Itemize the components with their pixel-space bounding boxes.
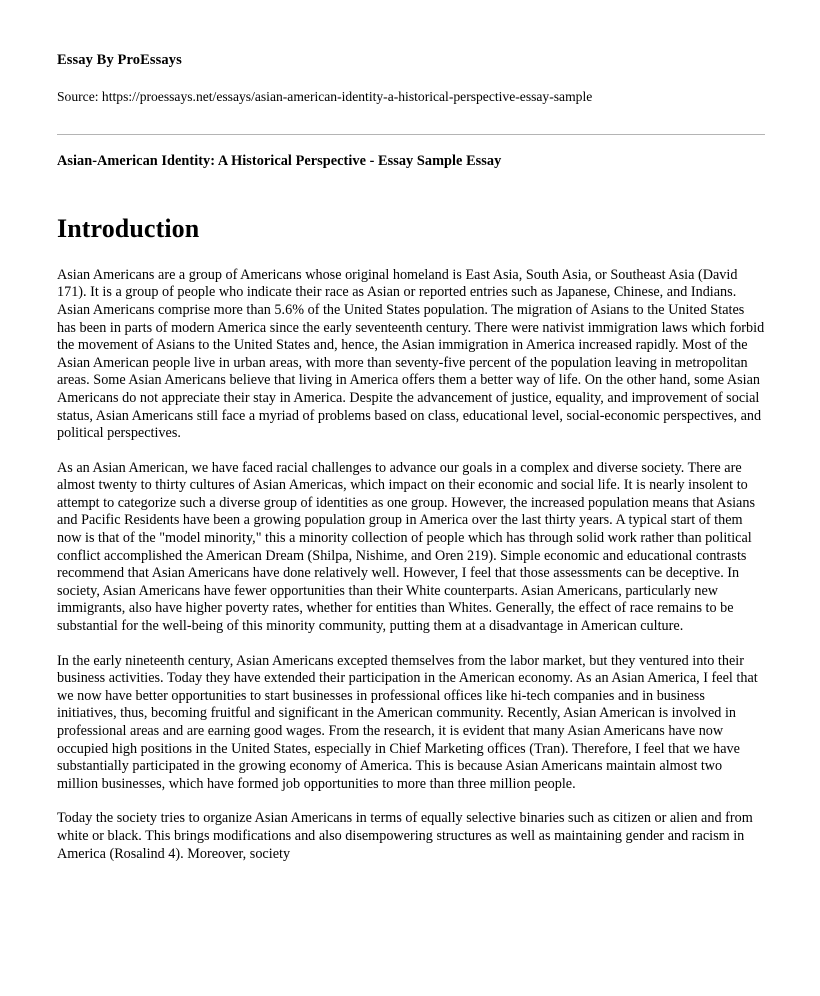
body-paragraph: As an Asian American, we have faced racial challenges to advance our goals in a complex and diverse society. There are almost twenty to thirty cultures of Asian Americas, which impact on their economic and social life. It is nearly insolent to attempt to categorize such a diverse group of identities as one group. However, the increased population means that Asians and Pacific Residents have been a growing population group in America over the last thirty years. A typical start of them now is that of the "model minority," this a minority collection of people which has through solid work rather than political conflict accomplished the American Dream (Shilpa, Nishime, and Oren 219). Simple economic and educational contrasts recommend that Asian Americans have done relatively well. However, I feel that those assessments can be deceptive. In society, Asian Americans have fewer opportunities than their White counterparts. Asian Americans, particularly new immigrants, also have higher poverty rates, whether for entities than Whites. Generally, the effect of race remains to be substantial for the well-being of this minority community, putting them at a disadvantage in American culture. (57, 459, 755, 635)
document-title: Asian-American Identity: A Historical Perspective - Essay Sample Essay (57, 152, 502, 169)
site-name: Essay By ProEssays (57, 52, 182, 68)
document-content-column (57, 0, 765, 863)
body-paragraph: In the early nineteenth century, Asian Americans excepted themselves from the labor market, but they ventured into their business activities. Today they have extended their participation in the American economy. As an Asian America, I feel that we now have better opportunities to start businesses in professional offices like hi-tech companies and in business initiatives, thus, becoming fruitful and significant in the American community. Recently, Asian American is involved in professional areas and are earning good wages. From the research, it is evident that many Asian Americans have now occupied high positions in the United States, especially in Chief Marketing offices (Tran). Therefore, I feel that we have substantially participated in the growing economy of America. This is because Asian Americans maintain almost two million businesses, which have formed job opportunities to more than three million people. (57, 652, 758, 792)
body-paragraph: Today the society tries to organize Asian Americans in terms of equally selective binaries such as citizen or alien and from white or black. This brings modifications and also disempowering structures as well as maintaining gender and racism in America (Rosalind 4). Moreover, society (57, 810, 753, 862)
source-url-line[interactable]: Source: https://proessays.net/essays/asian-american-identity-a-historical-perspective-essay-sample (57, 89, 593, 105)
section-heading-introduction: Introduction (57, 213, 200, 243)
body-paragraph: Asian Americans are a group of Americans whose original homeland is East Asia, South Asia, or Southeast Asia (David 171). It is a group of people who indicate their race as Asian or reported entries such as Japanese, Chinese, and Indians. Asian Americans comprise more than 5.6% of the United States population. The migration of Asians to the United States has been in parts of modern America since the early seventeenth century. There were nativist immigration laws which forbid the movement of Asians to the United States and, hence, the Asian immigration in America increased rapidly. Most of the Asian American people live in urban areas, with more than seventy-five percent of the population leaving in metropolitan areas. Some Asian Americans believe that living in America offers them a better way of life. On the other hand, some Asian Americans do not appreciate their stay in America. Despite the advancement of justice, equality, and improvement of social status, Asian Americans still face a myriad of problems based on class, educational level, social-economic perspectives, and political perspectives. (57, 266, 765, 442)
body-copy (57, 244, 765, 863)
